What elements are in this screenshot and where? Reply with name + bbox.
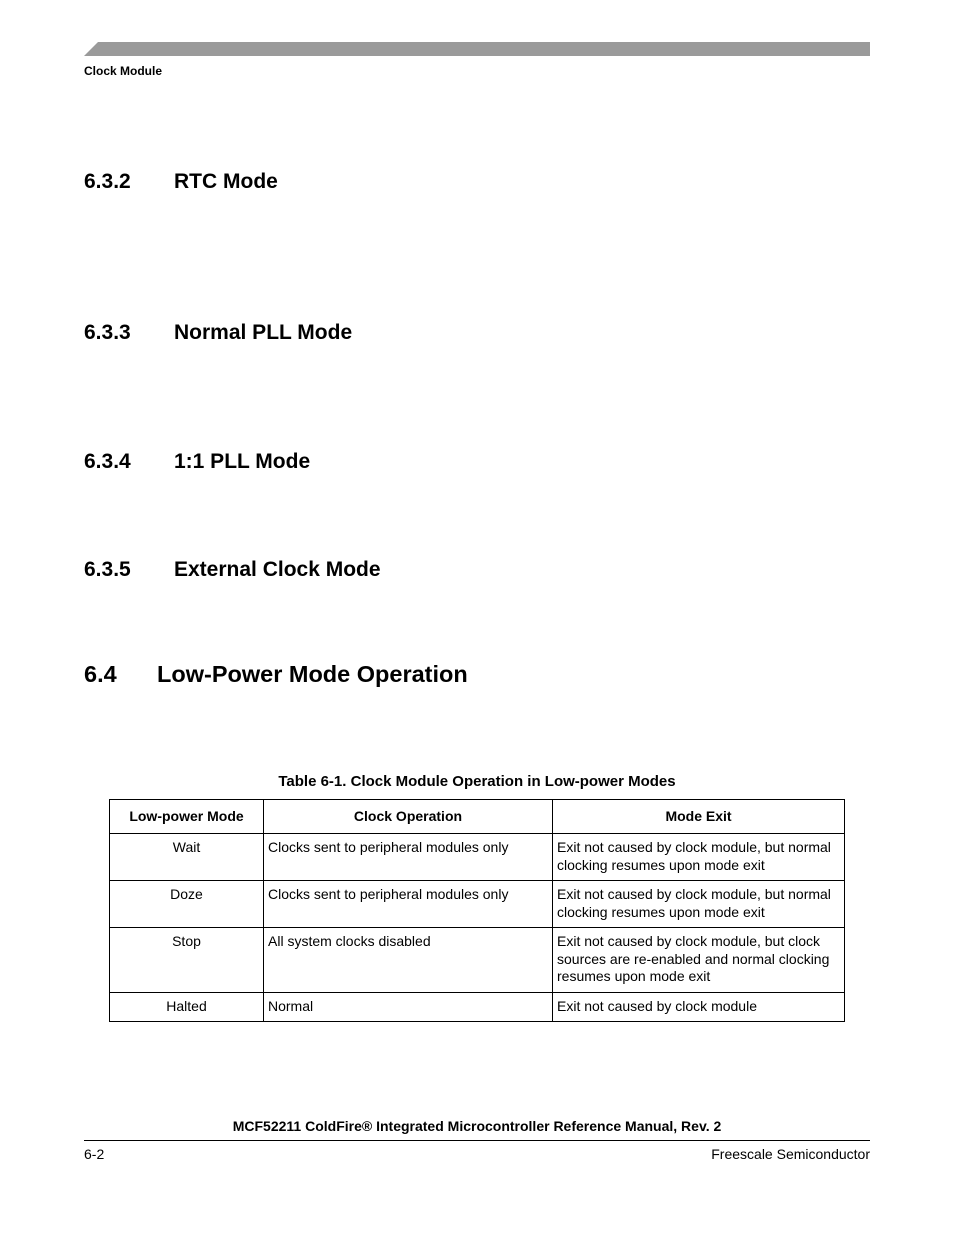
column-header: Low-power Mode: [110, 800, 264, 834]
section-title: External Clock Mode: [174, 558, 381, 581]
footer-company: Freescale Semiconductor: [711, 1146, 870, 1162]
mode-cell: Halted: [110, 992, 264, 1022]
section-heading-6-3-3: [84, 321, 352, 345]
page-number: 6-2: [84, 1146, 105, 1162]
section-title: Normal PLL Mode: [174, 321, 353, 344]
header-bar: [84, 42, 870, 56]
mode-cell: Stop: [110, 928, 264, 993]
table-row: [110, 928, 845, 993]
operation-cell: All system clocks disabled: [264, 928, 553, 993]
exit-cell: Exit not caused by clock module, but normal clocking resumes upon mode exit: [553, 834, 845, 881]
section-heading-6-3-4: [84, 450, 310, 474]
operation-cell: Clocks sent to peripheral modules only: [264, 834, 553, 881]
exit-cell: Exit not caused by clock module, but normal clocking resumes upon mode exit: [553, 881, 845, 928]
mode-cell: Wait: [110, 834, 264, 881]
footer-manual-title: MCF52211 ColdFire® Integrated Microcontroller Reference Manual, Rev. 2: [232, 1118, 722, 1134]
table-header-row: [110, 800, 845, 834]
column-header: Mode Exit: [553, 800, 845, 834]
section-number: 6.3.5: [84, 558, 131, 581]
operation-cell: Normal: [264, 992, 553, 1022]
section-number: 6.3.4: [84, 450, 131, 473]
low-power-modes-table: [109, 799, 845, 1022]
section-number: 6.3.3: [84, 321, 131, 344]
section-number: 6.4: [84, 661, 117, 687]
section-heading-6-3-2: [84, 170, 278, 194]
mode-cell: Doze: [110, 881, 264, 928]
footer-divider: [84, 1140, 870, 1141]
column-header: Clock Operation: [264, 800, 553, 834]
table-row: [110, 881, 845, 928]
operation-cell: Clocks sent to peripheral modules only: [264, 881, 553, 928]
section-title: Low-Power Mode Operation: [157, 661, 468, 687]
section-title: 1:1 PLL Mode: [174, 450, 311, 473]
exit-cell: Exit not caused by clock module, but clock sources are re-enabled and normal clocking resumes upon mode exit: [553, 928, 845, 993]
section-heading-6-3-5: [84, 558, 381, 582]
running-head: Clock Module: [84, 64, 163, 78]
table-row: [110, 992, 845, 1022]
exit-cell: Exit not caused by clock module: [553, 992, 845, 1022]
table-caption: Table 6-1. Clock Module Operation in Low-power Modes: [278, 773, 676, 790]
section-number: 6.3.2: [84, 170, 131, 193]
section-heading-6-4: [84, 661, 468, 688]
table-row: [110, 834, 845, 881]
section-title: RTC Mode: [174, 170, 278, 193]
